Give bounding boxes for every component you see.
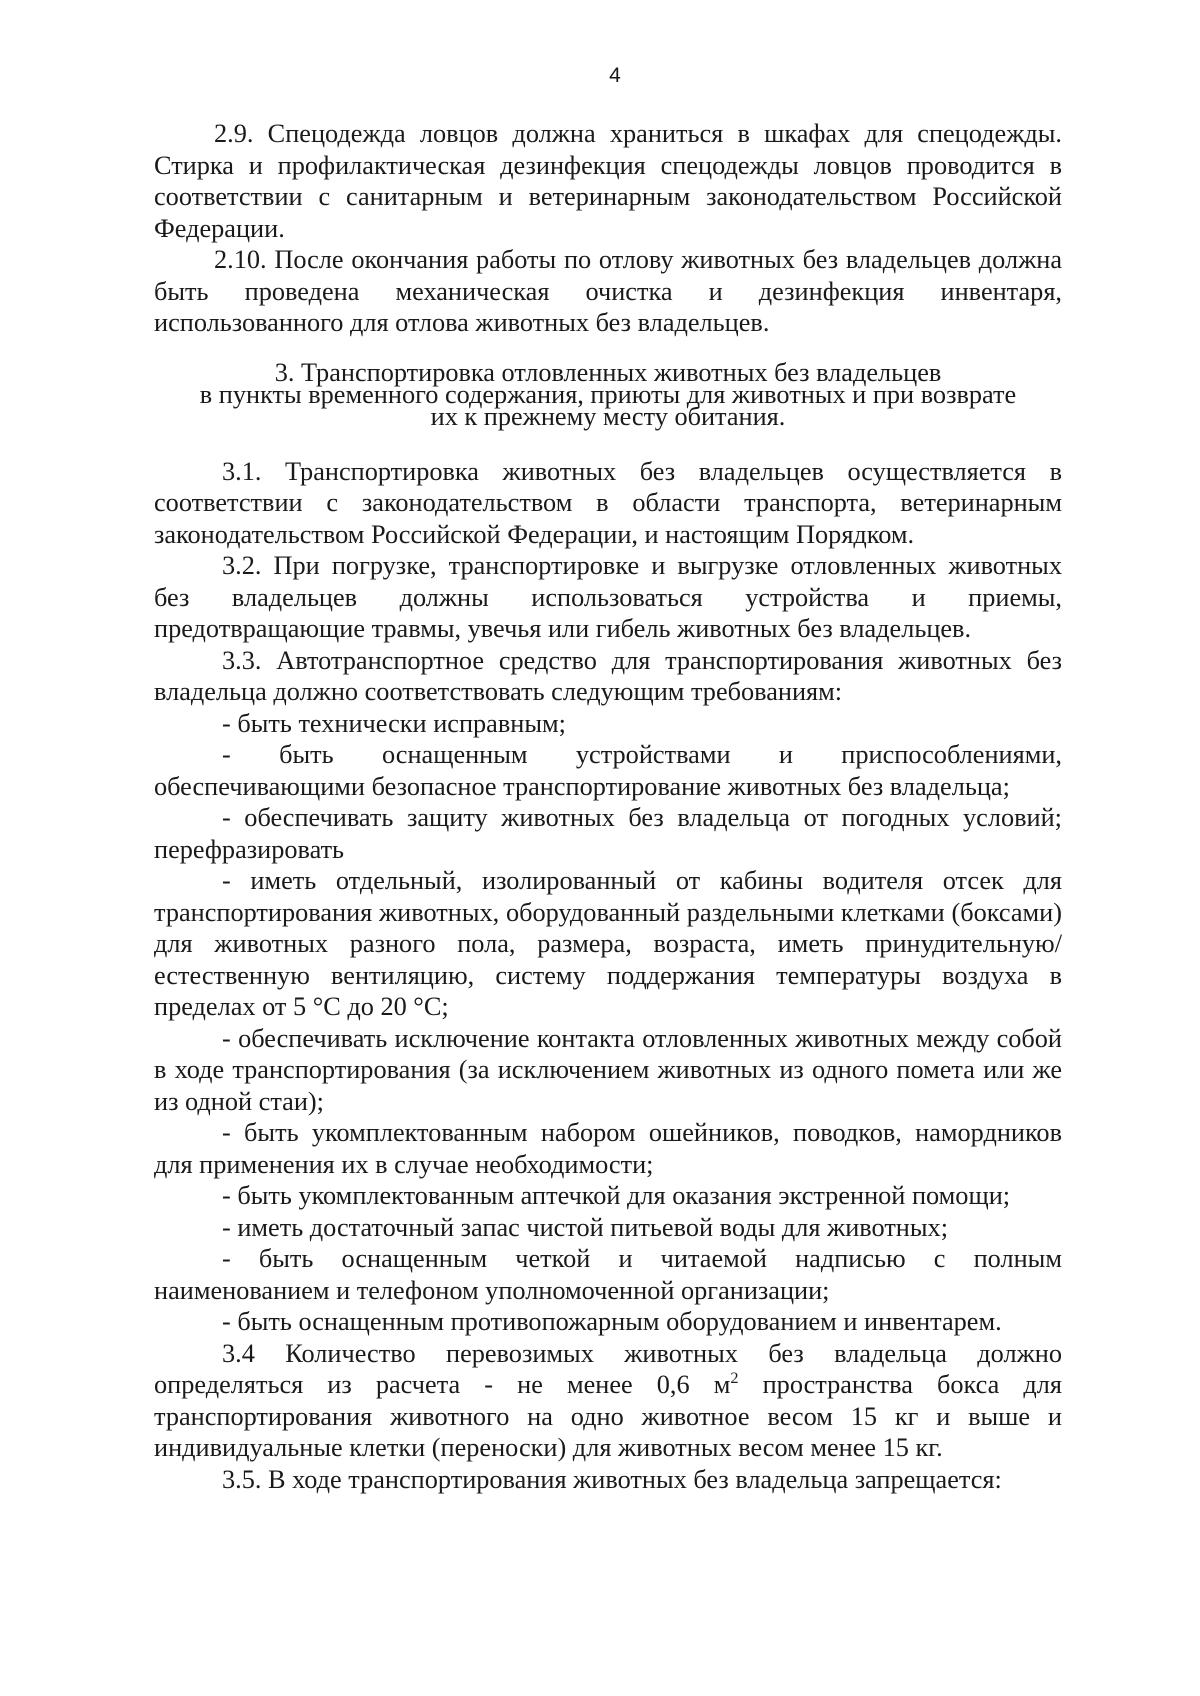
requirement-item: - обеспечивать исключение контакта отловленных животных между собой в ходе транспортирования (за исключением животных из одного помета или же из одной стаи); (154, 1023, 1062, 1116)
heading-line-1: 3. Транспортировка отловленных животных без владельцев (274, 357, 942, 387)
paragraph-3-3: 3.3. Автотранспортное средство для транспортирования животных без владельца должно соответствовать следующим требованиям: (154, 645, 1062, 706)
paragraph-3-2: 3.2. При погрузке, транспортировке и выгрузке отловленных животных без владельцев должны использоваться устройства и приемы, предотвращающие травмы, увечья или гибель животных без владельцев. (154, 551, 1062, 643)
document-body (154, 118, 1062, 1495)
heading-line-2: в пункты временного содержания, приюты для животных и при возврате (199, 379, 1017, 409)
requirement-item: - быть оснащенным противопожарным оборудованием и инвентарем. (222, 1307, 1002, 1336)
paragraph-3-5: 3.5. В ходе транспортирования животных без владельца запрещается: (222, 1464, 1002, 1494)
paragraph-3-4-text-b: пространства бокса для транспортирования животного на одно животное весом 15 кг и выше и индивидуальные клетки (переноски) для животных весом менее 15 кг. (154, 1370, 1062, 1462)
paragraph-2-10: 2.10. После окончания работы по отлову животных без владельцев должна быть проведена механическая очистка и дезинфекция инвентаря, использованного для отлова животных без владельцев. (154, 245, 1062, 337)
paragraph-3-1: 3.1. Транспортировка животных без владельцев осуществляется в соответствии с законодательством в области транспорта, ветеринарным законодательством Российской Федерации, и настоящим Порядком. (154, 456, 1062, 549)
section-heading (154, 357, 1062, 431)
requirement-item: - иметь отдельный, изолированный от кабины водителя отсек для транспортирования животных, оборудованный раздельными клетками (боксами) для животных разного пола, размера, возраста, иметь принудительную/естественную вентиляцию, систему поддержания температуры воздуха в пределах от 5 °С до 20 °С; (154, 866, 1062, 1021)
paragraph-3-4-text-a: 3.4 Количество перевозимых животных без владельца должно определяться из расчета - не менее 0,6 м (154, 1338, 1062, 1399)
heading-line-3: их к прежнему месту обитания. (430, 401, 786, 431)
requirement-item: - быть укомплектованным набором ошейников, поводков, намордников для применения их в случае необходимости; (154, 1118, 1062, 1179)
requirement-item: - быть оснащенным четкой и читаемой надписью с полным наименованием и телефоном уполномоченной организации; (154, 1244, 1062, 1305)
paragraph-2-9: 2.9. Спецодежда ловцов должна храниться в шкафах для спецодежды. Стирка и профилактическая дезинфекция спецодежды ловцов проводится в соответствии с санитарным и ветеринарным законодательством Российской Федерации. (154, 119, 1062, 243)
requirement-item: - быть укомплектованным аптечкой для оказания экстренной помощи; (222, 1181, 1011, 1210)
requirement-item: - иметь достаточный запас чистой питьевой воды для животных; (222, 1212, 949, 1242)
superscript-2: 2 (730, 1368, 739, 1388)
requirement-item: - обеспечивать защиту животных без владельца от погодных условий; перефразировать (154, 803, 1062, 864)
requirement-item: - быть технически исправным; (222, 708, 566, 738)
requirement-item: - быть оснащенным устройствами и приспособлениями, обеспечивающими безопасное транспортирование животных без владельца; (154, 740, 1062, 801)
paragraph-3-4 (154, 1338, 1062, 1464)
page-number: 4 (609, 64, 621, 87)
